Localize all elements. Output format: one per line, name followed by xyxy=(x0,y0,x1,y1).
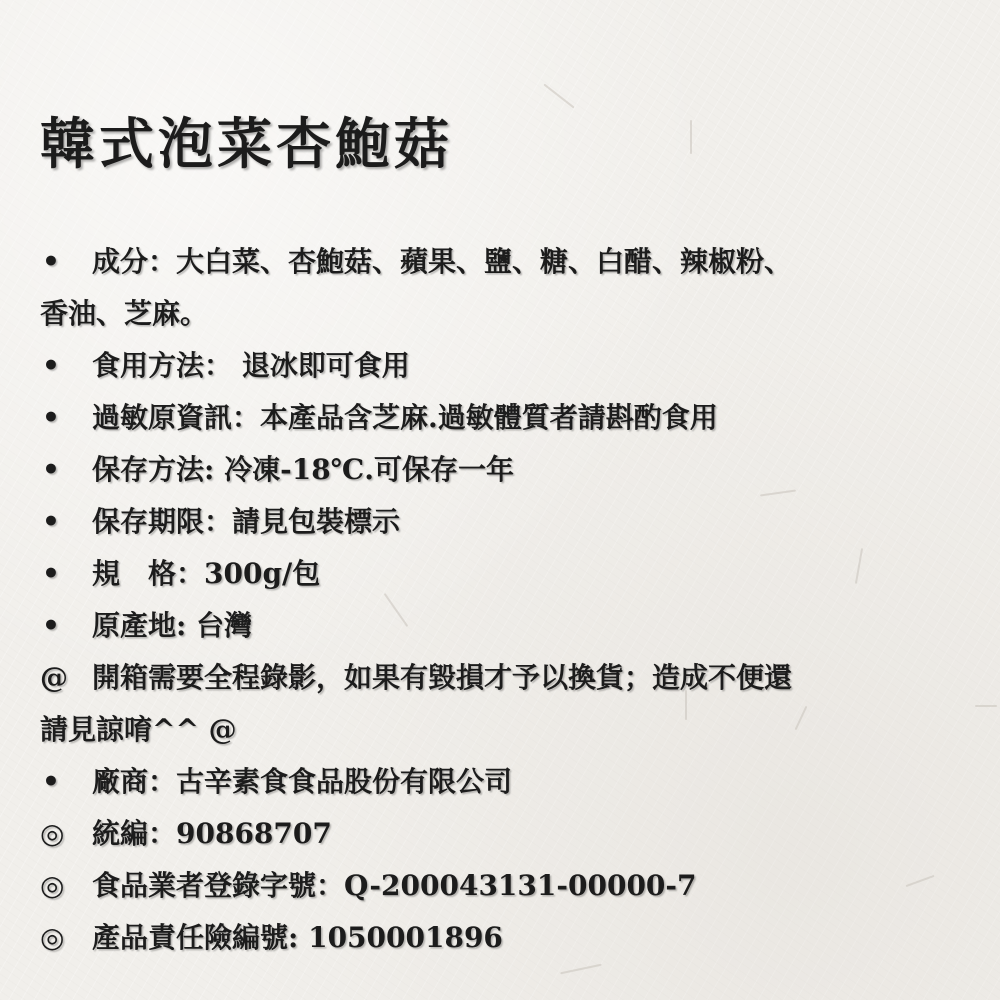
info-line-origin xyxy=(40,600,970,652)
info-line-expiry xyxy=(40,496,970,548)
info-text: 食品業者登錄字號：Q-200043131-00000-7 xyxy=(92,869,697,902)
bullet-marker: • xyxy=(42,609,60,642)
product-info xyxy=(40,236,970,964)
paper-fiber xyxy=(690,120,692,154)
info-line-storage xyxy=(40,444,970,496)
bullet-marker: • xyxy=(42,245,60,278)
double-circle-marker: ◎ xyxy=(40,869,65,902)
at-marker: @ xyxy=(40,661,68,694)
info-line-tax-id xyxy=(40,808,970,860)
info-line-allergen xyxy=(40,392,970,444)
bullet-marker: • xyxy=(42,349,60,382)
bullet-marker: • xyxy=(42,401,60,434)
info-line-insurance-no xyxy=(40,912,970,964)
double-circle-marker: ◎ xyxy=(40,921,65,954)
info-text: 原產地: 台灣 xyxy=(92,609,253,642)
double-circle-marker: ◎ xyxy=(40,817,65,850)
info-line-registration-no xyxy=(40,860,970,912)
info-line-unboxing-notice xyxy=(40,652,970,704)
info-line-usage xyxy=(40,340,970,392)
page-title: 韓式泡菜杏鮑菇 xyxy=(40,111,454,176)
bullet-marker: • xyxy=(42,505,60,538)
paper-fiber xyxy=(560,964,601,975)
info-text: 統編：90868707 xyxy=(92,817,332,850)
info-line-ingredients xyxy=(40,236,970,288)
paper-fiber xyxy=(543,84,574,109)
bullet-marker: • xyxy=(42,557,60,590)
info-text: 香油、芝麻。 xyxy=(40,297,209,330)
bullet-marker: • xyxy=(42,453,60,486)
info-text: 產品責任險編號: 1050001896 xyxy=(92,921,503,954)
info-line-manufacturer xyxy=(40,756,970,808)
info-text: 保存方法: 冷凍-18℃.可保存一年 xyxy=(92,453,514,486)
info-line-ingredients-continued xyxy=(40,288,970,340)
info-line-spec xyxy=(40,548,970,600)
bullet-marker: • xyxy=(42,765,60,798)
info-text: 食用方法： 退冰即可食用 xyxy=(92,349,410,382)
info-text: 廠商：古辛素食食品股份有限公司 xyxy=(92,765,513,798)
info-text: 請見諒唷^^ @ xyxy=(40,713,237,746)
info-line-unboxing-notice-continued xyxy=(40,704,970,756)
paper-fiber xyxy=(975,705,997,707)
info-text: 保存期限：請見包裝標示 xyxy=(92,505,401,538)
info-text: 過敏原資訊：本產品含芝麻.過敏體質者請斟酌食用 xyxy=(92,401,718,434)
info-text: 開箱需要全程錄影，如果有毀損才予以換貨；造成不便還 xyxy=(92,661,793,694)
info-text: 成分：大白菜、杏鮑菇、蘋果、鹽、糖、白醋、辣椒粉、 xyxy=(92,245,793,278)
info-text: 規 格：300g/包 xyxy=(92,557,321,590)
